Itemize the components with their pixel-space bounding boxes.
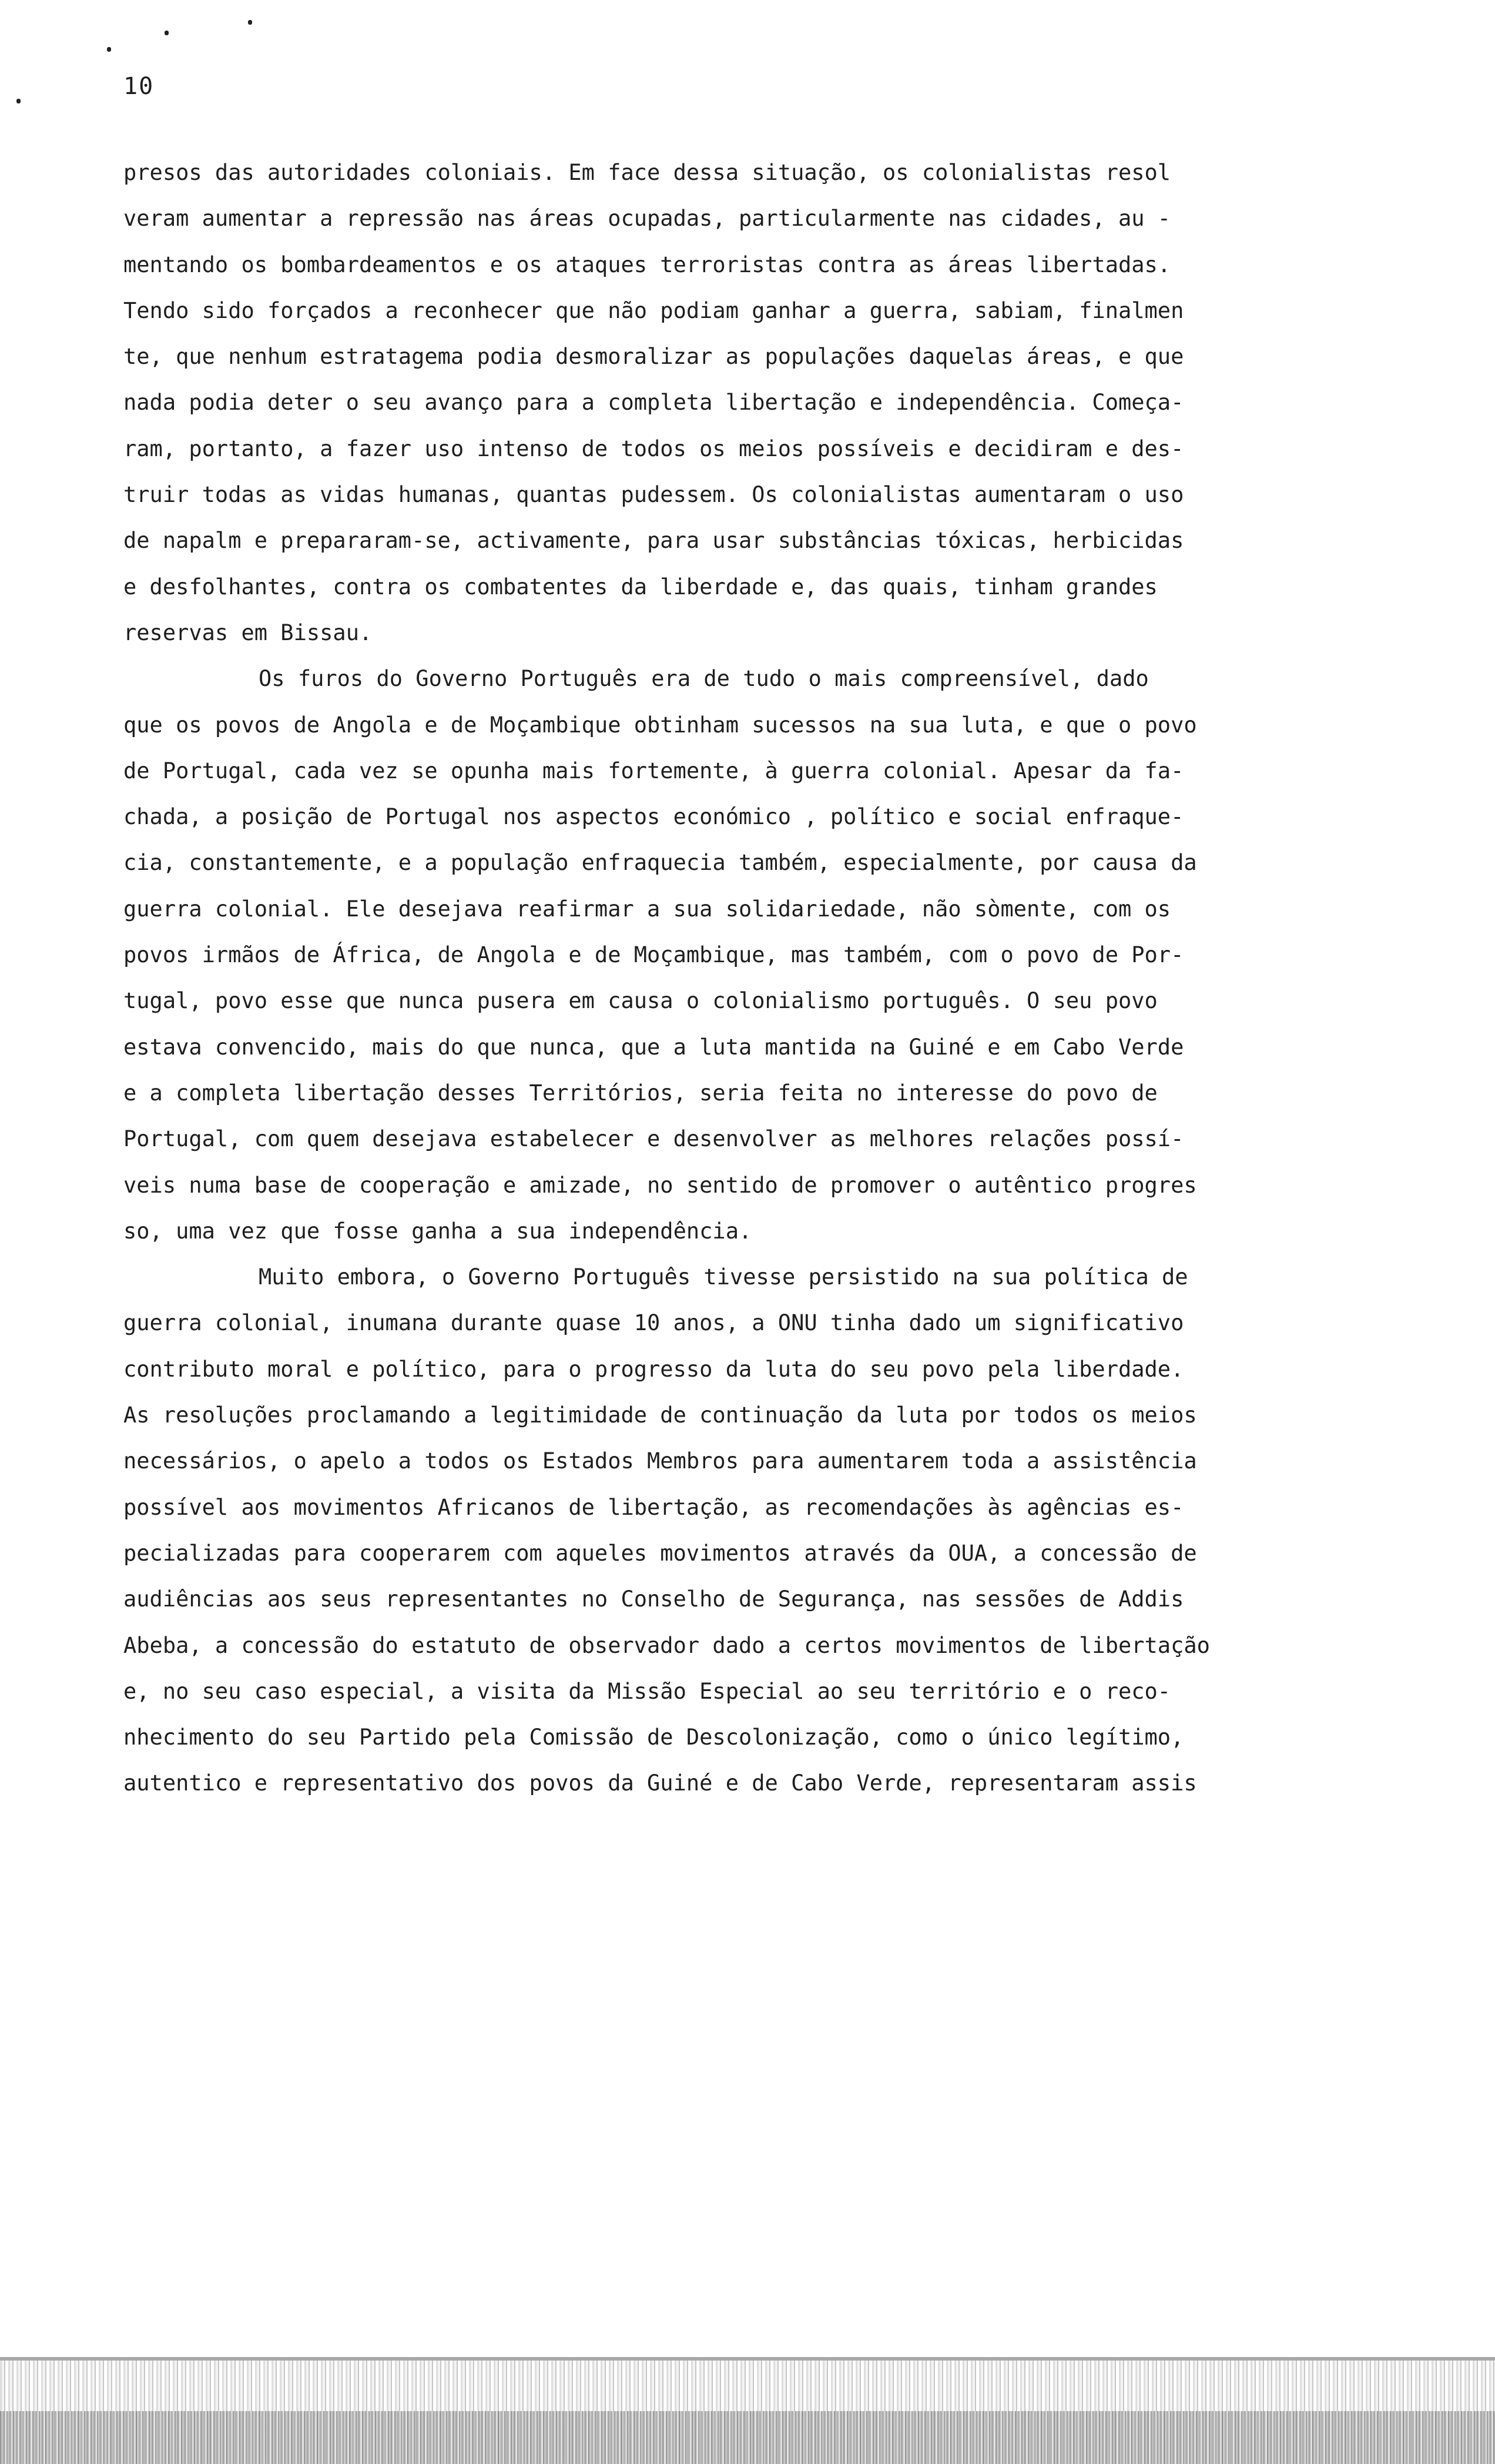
text-line: so, uma vez que fosse ganha a sua independência. <box>123 1218 752 1244</box>
paragraph-start-line: Os furos do Governo Português era de tudo o mais compreensível, dado <box>259 666 1149 692</box>
scan-speck <box>248 20 252 25</box>
text-line: ram, portanto, a fazer uso intenso de todos os meios possíveis e decidiram e des- <box>123 436 1184 461</box>
text-line: autentico e representativo dos povos da Guiné e de Cabo Verde, representaram assis <box>123 1770 1197 1796</box>
text-line: pecializadas para cooperarem com aqueles movimentos através da OUA, a concessão de <box>123 1540 1197 1566</box>
text-line: nhecimento do seu Partido pela Comissão de Descolonização, como o único legítimo, <box>123 1725 1184 1750</box>
text-line: reservas em Bissau. <box>123 620 373 645</box>
text-line: tugal, povo esse que nunca pusera em causa o colonialismo português. O seu povo <box>123 988 1158 1014</box>
text-line: te, que nenhum estratagema podia desmoralizar as populações daquelas áreas, e que <box>123 344 1184 370</box>
text-line: Abeba, a concessão do estatuto de observador dado a certos movimentos de libertação <box>123 1632 1210 1658</box>
text-line: mentando os bombardeamentos e os ataques terroristas contra as áreas libertadas. <box>123 252 1171 277</box>
page-number: 10 <box>123 73 155 100</box>
text-line: de napalm e prepararam-se, activamente, para usar substâncias tóxicas, herbicidas <box>123 528 1184 554</box>
text-line: povos irmãos de África, de Angola e de Moçambique, mas também, com o povo de Por- <box>123 942 1184 968</box>
scan-edge-artifact <box>0 2357 1495 2464</box>
text-line: Portugal, com quem desejava estabelecer e desenvolver as melhores relações possí- <box>123 1126 1184 1152</box>
text-line: possível aos movimentos Africanos de libertação, as recomendações às agências es- <box>123 1494 1184 1520</box>
text-line: nada podia deter o seu avanço para a completa libertação e independência. Começa- <box>123 390 1184 416</box>
text-line: de Portugal, cada vez se opunha mais fortemente, à guerra colonial. Apesar da fa- <box>123 758 1184 784</box>
scan-speck <box>165 31 169 35</box>
scan-speck <box>16 99 21 103</box>
scan-speck <box>107 47 111 52</box>
text-line: e desfolhantes, contra os combatentes da liberdade e, das quais, tinham grandes <box>123 574 1158 600</box>
text-line: que os povos de Angola e de Moçambique obtinham sucessos na sua luta, e que o povo <box>123 712 1197 738</box>
text-line: estava convencido, mais do que nunca, que a luta mantida na Guiné e em Cabo Verde <box>123 1034 1184 1060</box>
text-line: veram aumentar a repressão nas áreas ocupadas, particularmente nas cidades, au - <box>123 206 1171 232</box>
text-line: guerra colonial. Ele desejava reafirmar a sua solidariedade, não sòmente, com os <box>123 896 1171 922</box>
text-line: veis numa base de cooperação e amizade, no sentido de promover o autêntico progres <box>123 1172 1197 1198</box>
text-line: necessários, o apelo a todos os Estados Membros para aumentarem toda a assistência <box>123 1448 1197 1474</box>
text-line: chada, a posição de Portugal nos aspectos económico , político e social enfraque- <box>123 804 1184 830</box>
text-line: guerra colonial, inumana durante quase 10 anos, a ONU tinha dado um significativo <box>123 1310 1184 1336</box>
text-line: presos das autoridades coloniais. Em face dessa situação, os colonialistas resol <box>123 160 1171 185</box>
text-line: e a completa libertação desses Territórios, seria feita no interesse do povo de <box>123 1080 1158 1106</box>
paragraph-start-line: Muito embora, o Governo Português tivesse persistido na sua política de <box>259 1264 1188 1290</box>
text-line: truir todas as vidas humanas, quantas pudessem. Os colonialistas aumentaram o uso <box>123 482 1184 508</box>
text-line: Tendo sido forçados a reconhecer que não podiam ganhar a guerra, sabiam, finalmen <box>123 297 1184 323</box>
text-line: cia, constantemente, e a população enfraquecia também, especialmente, por causa da <box>123 850 1197 876</box>
text-line: e, no seu caso especial, a visita da Missão Especial ao seu território e o reco- <box>123 1678 1171 1704</box>
body-text <box>123 150 1452 1807</box>
text-line: audiências aos seus representantes no Conselho de Segurança, nas sessões de Addis <box>123 1586 1184 1612</box>
text-line: contributo moral e político, para o progresso da luta do seu povo pela liberdade. <box>123 1356 1184 1382</box>
text-line: As resoluções proclamando a legitimidade de continuação da luta por todos os meios <box>123 1402 1197 1428</box>
